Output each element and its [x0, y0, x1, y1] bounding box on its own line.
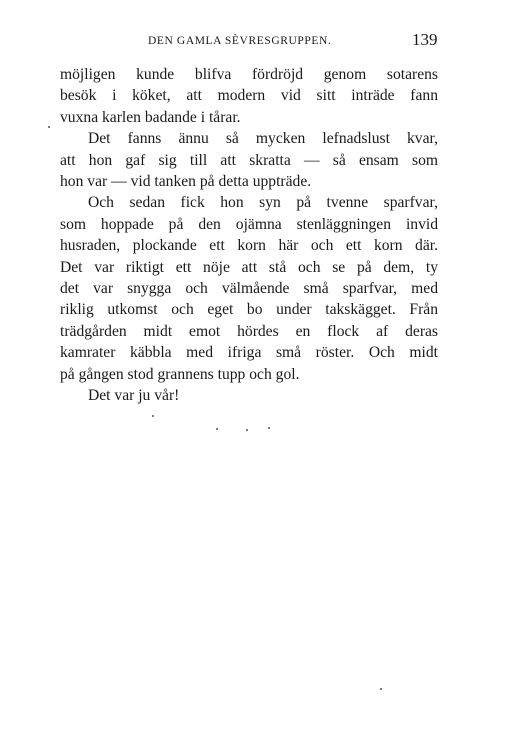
text-line: besök i köket, att modern vid sitt inträde fann	[60, 87, 438, 105]
text-line: riklig utkomst och eget bo under takskägget. Från	[60, 301, 438, 319]
scan-speck	[216, 428, 218, 430]
text-line: att hon gaf sig till att skratta — så ensam som	[60, 151, 438, 169]
paragraph-1	[60, 64, 438, 128]
text-line: som hoppade på den ojämna stenläggningen invid	[60, 215, 438, 233]
scan-speck	[268, 427, 270, 429]
scan-speck	[152, 415, 154, 417]
text-line: Det var riktigt ett nöje att stå och se på dem, ty	[60, 258, 438, 276]
paragraph-4	[60, 385, 438, 406]
text-line: hon var — vid tanken på detta uppträde.	[60, 173, 312, 191]
text-line: husraden, plockande ett korn här och ett korn där.	[60, 237, 438, 255]
page-number: 139	[412, 30, 438, 49]
text-line: det var snygga och välmående små sparfvar, med	[60, 280, 438, 298]
paragraph-2	[60, 128, 438, 192]
text-line: Och sedan fick hon syn på tvenne sparfvar,	[88, 194, 438, 212]
text-line: vuxna karlen badande i tårar.	[60, 108, 241, 126]
text-line: på gången stod grannens tupp och gol.	[60, 365, 300, 383]
scan-speck	[380, 688, 382, 690]
text-line: trädgården midt emot hördes en flock af deras	[60, 322, 438, 340]
paragraph-3	[60, 192, 438, 385]
body-text	[60, 64, 438, 407]
text-line: Det fanns ännu så mycken lefnadslust kvar,	[88, 130, 438, 148]
scan-speck	[48, 126, 50, 128]
text-line: kamrater käbbla med ifriga små röster. Och midt	[60, 344, 438, 362]
text-line: Det var ju vår!	[88, 387, 180, 405]
scan-speck	[246, 429, 248, 431]
running-title: DEN GAMLA SÈVRESGRUPPEN.	[148, 35, 332, 47]
text-line: möjligen kunde blifva fördröjd genom sotarens	[60, 66, 438, 83]
